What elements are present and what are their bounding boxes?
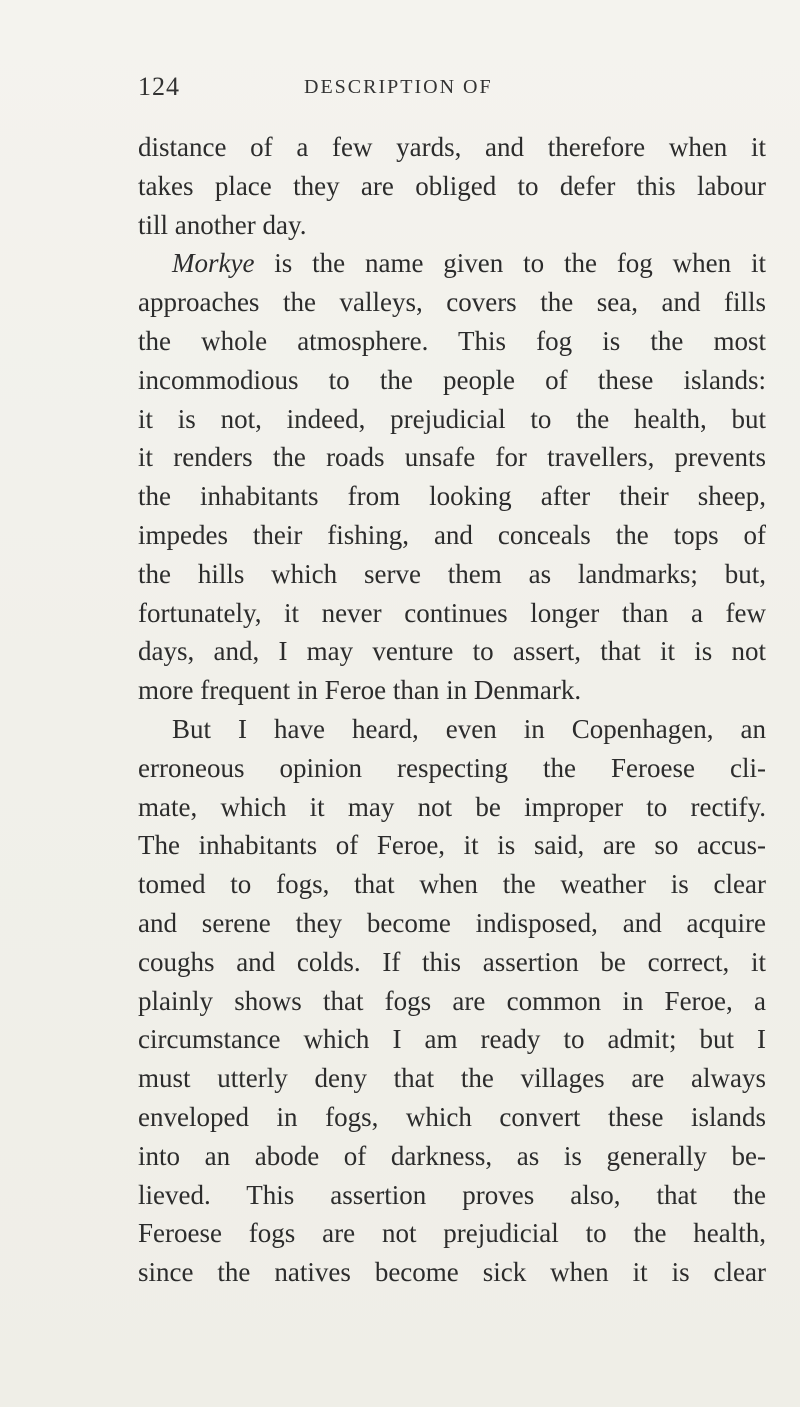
text-line: it is not, indeed, prejudicial to the health, but xyxy=(138,403,766,434)
text-line: since the natives become sick when it is clear xyxy=(138,1257,766,1288)
text-line: tomed to fogs, that when the weather is clear xyxy=(138,869,766,900)
body-text xyxy=(138,128,766,1292)
text-line: distance of a few yards, and therefore when it xyxy=(138,132,766,162)
text-line: mate, which it may not be improper to rectify. xyxy=(138,791,766,822)
text-line: plainly shows that fogs are common in Feroe, a xyxy=(138,985,766,1016)
text-line: enveloped in fogs, which convert these islands xyxy=(138,1101,766,1132)
text-line: coughs and colds. If this assertion be correct, it xyxy=(138,946,766,977)
text-line: fortunately, it never continues longer than a few xyxy=(138,597,766,628)
text-line: impedes their fishing, and conceals the tops of xyxy=(138,519,766,550)
text-line: days, and, I may venture to assert, that it is not xyxy=(138,636,766,667)
running-title: DESCRIPTION OF xyxy=(304,76,493,98)
italic-term: Morkye xyxy=(172,248,255,279)
text-line: must utterly deny that the villages are always xyxy=(138,1063,766,1094)
text-line: more frequent in Feroe than in Denmark. xyxy=(138,675,582,706)
text-line: takes place they are obliged to defer this labour xyxy=(138,170,766,201)
text-line: till another day. xyxy=(138,209,307,240)
text-line: The inhabitants of Feroe, it is said, are so accus- xyxy=(138,830,766,861)
text-line: lieved. This assertion proves also, that the xyxy=(138,1179,766,1210)
text-line: it renders the roads unsafe for travellers, prevents xyxy=(138,442,766,473)
text-line: the whole atmosphere. This fog is the most xyxy=(138,325,766,356)
text-line: approaches the valleys, covers the sea, and fills xyxy=(138,287,766,318)
text-line xyxy=(138,244,766,283)
text-line: circumstance which I am ready to admit; but I xyxy=(138,1024,766,1055)
text-line: and serene they become indisposed, and acquire xyxy=(138,907,766,938)
text-line: erroneous opinion respecting the Feroese cli- xyxy=(138,752,766,783)
text-line-continuation: is the name given to the fog when it xyxy=(254,248,766,279)
text-line: the hills which serve them as landmarks; but, xyxy=(138,558,766,589)
text-line: incommodious to the people of these islands: xyxy=(138,364,766,395)
text-line: the inhabitants from looking after their sheep, xyxy=(138,481,766,512)
text-line: into an abode of darkness, as is generally be- xyxy=(138,1140,766,1171)
text-line: Feroese fogs are not prejudicial to the health, xyxy=(138,1218,766,1249)
page-number: 124 xyxy=(138,72,180,101)
text-line: But I have heard, even in Copenhagen, an xyxy=(172,713,766,744)
running-head xyxy=(138,72,768,112)
